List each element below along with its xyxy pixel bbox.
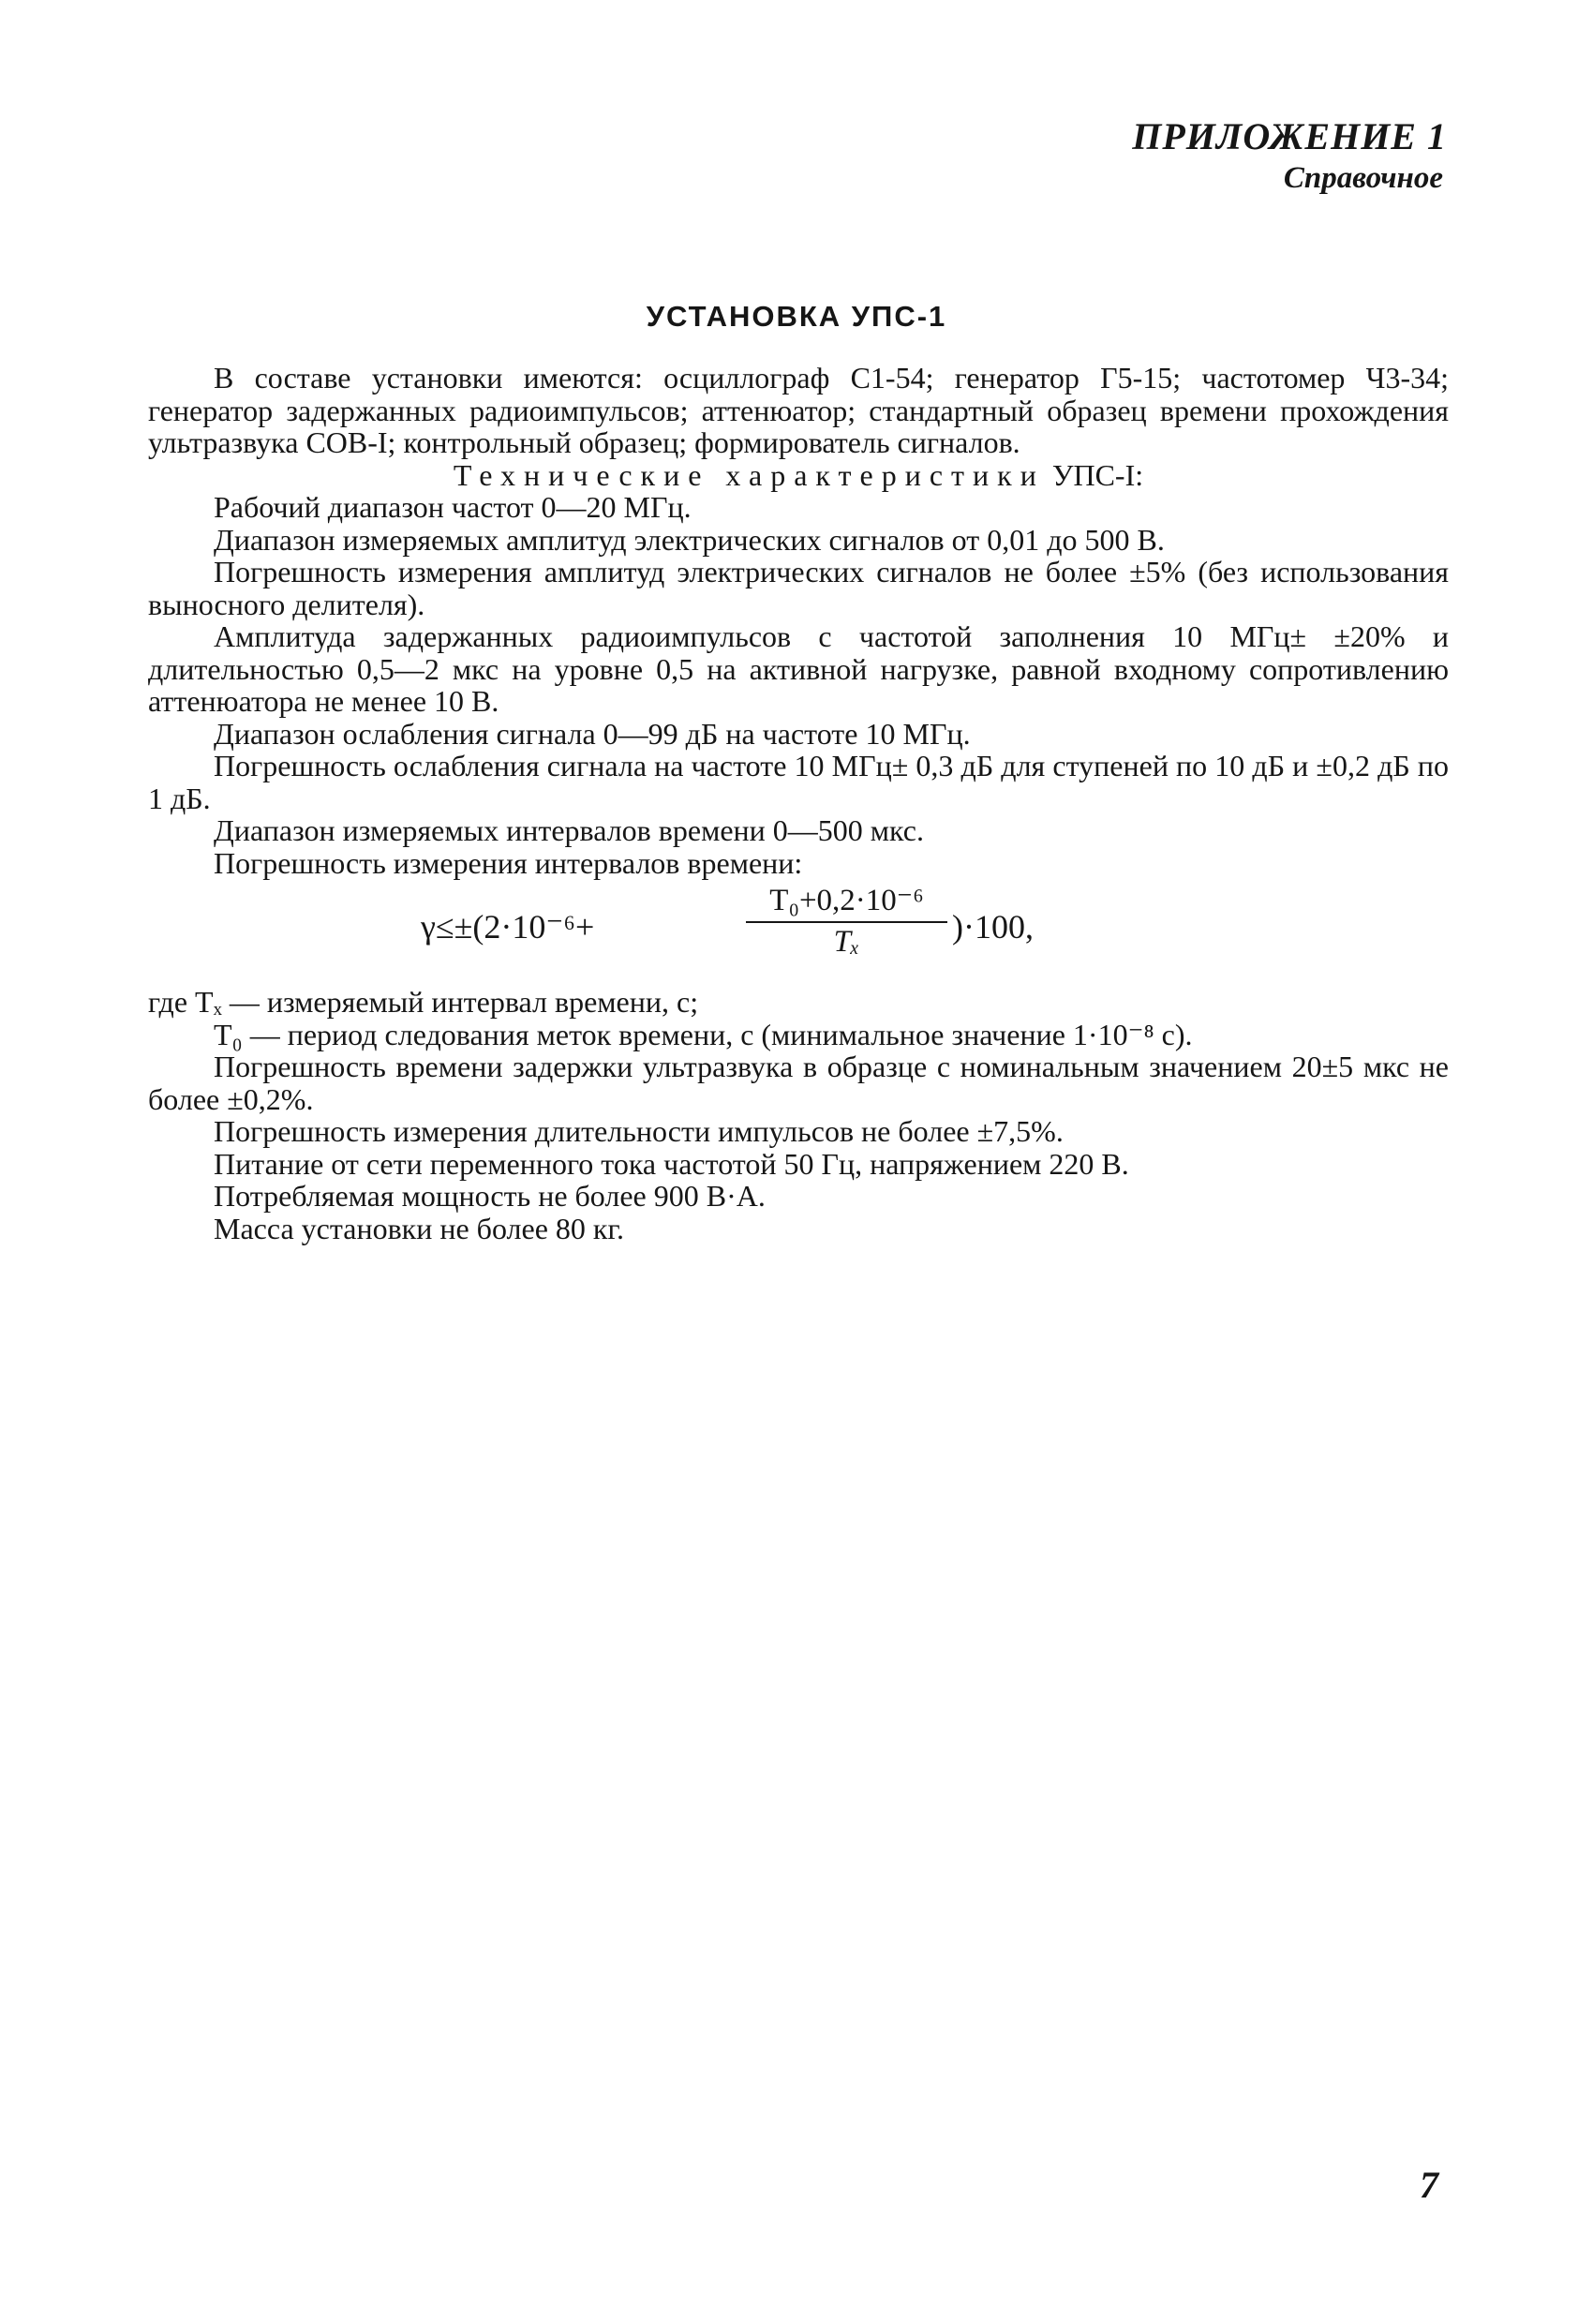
formula-fraction	[746, 883, 947, 959]
page-number: 7	[1420, 2164, 1438, 2206]
spec-item: Погрешность измерения длительности импульсов не более ±7,5%.	[214, 1114, 1064, 1148]
spec-item: Диапазон ослабления сигнала 0—99 дБ на частоте 10 МГц.	[214, 716, 971, 751]
formula-right: )·100,	[952, 908, 1034, 946]
specs-heading-suffix: УПС-I:	[1044, 457, 1144, 492]
fraction-bar	[746, 921, 947, 923]
formula-numerator: T₀+0,2·10⁻⁶	[769, 884, 924, 917]
spec-item: Питание от сети переменного тока частотой 50 Гц, напряжением 220 В.	[214, 1146, 1129, 1181]
spec-item: Диапазон измеряемых интервалов времени 0—500 мкс.	[214, 813, 924, 847]
formula-denominator: Tₓ	[833, 925, 860, 959]
spec-item: Погрешность измерения амплитуд электрических сигналов не более ±5% (без использования выносного делителя).	[148, 555, 1449, 621]
appendix-label: ПРИЛОЖЕНИЕ 1	[1132, 115, 1447, 157]
intro-paragraph: В составе установки имеются: осциллограф С1-54; генератор Г5-15; частотомер Ч3-34; генератор задержанных радиоимпульсов; аттенюатор; стандартный образец времени прохождения ультразвука СОВ-I; контрольный образец; формирователь сигналов.	[148, 361, 1449, 459]
spec-item: Погрешность измерения интервалов времени:	[214, 845, 803, 880]
body-text	[148, 362, 1449, 1244]
spec-item: Диапазон измеряемых амплитуд электрических сигналов от 0,01 до 500 В.	[214, 522, 1165, 557]
formula-left: γ≤±(2·10⁻⁶+	[421, 908, 595, 946]
section-title: УСТАНОВКА УПС-1	[646, 300, 947, 333]
spec-item: Рабочий диапазон частот 0—20 МГц.	[214, 490, 692, 524]
formula	[148, 883, 1449, 986]
spec-item: Погрешность ослабления сигнала на частоте 10 МГц± 0,3 дБ для ступеней по 10 дБ и ±0,2 дБ по 1 дБ.	[148, 749, 1449, 815]
where-line: где Tₓ — измеряемый интервал времени, с;	[148, 985, 699, 1019]
spec-item: Потребляемая мощность не более 900 В·А.	[214, 1179, 766, 1213]
specs-heading	[148, 459, 1449, 492]
spec-item: Погрешность времени задержки ультразвука в образце с номинальным значением 20±5 мкс не более ±0,2%.	[148, 1050, 1449, 1116]
appendix-note: Справочное	[1283, 161, 1443, 195]
spec-item: Масса установки не более 80 кг.	[214, 1211, 624, 1245]
where-line: T₀ — период следования меток времени, с (минимальное значение 1·10⁻⁸ с).	[214, 1017, 1193, 1051]
spec-item: Амплитуда задержанных радиоимпульсов с частотой заполнения 10 МГц± ±20% и длительностью 0,5—2 мкс на уровне 0,5 на активной нагрузке, равной входному сопротивлению аттенюатора не менее 10 В.	[148, 619, 1449, 718]
specs-heading-spaced: Технические характеристики	[453, 457, 1045, 492]
